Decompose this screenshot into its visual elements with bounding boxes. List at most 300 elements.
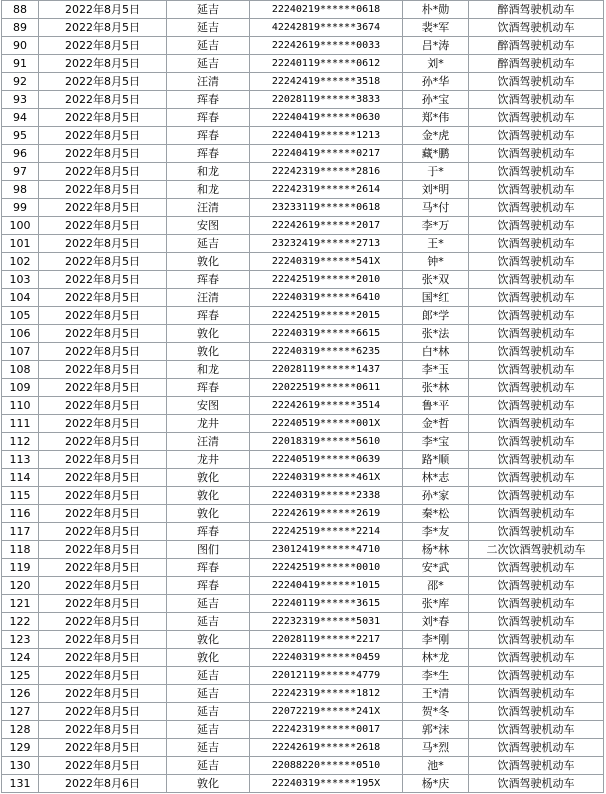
table-row	[2, 667, 604, 685]
location-cell: 延吉	[167, 235, 250, 253]
location-cell: 敦化	[167, 343, 250, 361]
violation-cell: 饮酒驾驶机动车	[469, 667, 604, 685]
date-cell: 2022年8月5日	[39, 577, 167, 595]
date-cell: 2022年8月5日	[39, 487, 167, 505]
violation-cell: 饮酒驾驶机动车	[469, 199, 604, 217]
row-number-cell: 119	[2, 559, 39, 577]
id-number-cell: 22088220******0510	[250, 757, 403, 775]
row-number-cell: 102	[2, 253, 39, 271]
name-cell: 裴*军	[403, 19, 469, 37]
table-row	[2, 253, 604, 271]
name-cell: 朴*勋	[403, 1, 469, 19]
row-number-cell: 103	[2, 271, 39, 289]
name-cell: 秦*松	[403, 505, 469, 523]
id-number-cell: 22240319******0459	[250, 649, 403, 667]
row-number-cell: 131	[2, 775, 39, 793]
date-cell: 2022年8月5日	[39, 235, 167, 253]
table-row	[2, 343, 604, 361]
violations-table	[1, 0, 604, 793]
row-number-cell: 99	[2, 199, 39, 217]
name-cell: 钟*	[403, 253, 469, 271]
row-number-cell: 111	[2, 415, 39, 433]
date-cell: 2022年8月5日	[39, 37, 167, 55]
name-cell: 李*玉	[403, 361, 469, 379]
id-number-cell: 22242619******3514	[250, 397, 403, 415]
date-cell: 2022年8月5日	[39, 667, 167, 685]
table-row	[2, 181, 604, 199]
table-row	[2, 37, 604, 55]
id-number-cell: 22242519******2214	[250, 523, 403, 541]
violation-cell: 饮酒驾驶机动车	[469, 127, 604, 145]
table-row	[2, 721, 604, 739]
location-cell: 汪清	[167, 199, 250, 217]
id-number-cell: 22240419******1015	[250, 577, 403, 595]
date-cell: 2022年8月5日	[39, 91, 167, 109]
date-cell: 2022年8月5日	[39, 451, 167, 469]
row-number-cell: 94	[2, 109, 39, 127]
table-row	[2, 325, 604, 343]
row-number-cell: 129	[2, 739, 39, 757]
location-cell: 珲春	[167, 145, 250, 163]
name-cell: 李*友	[403, 523, 469, 541]
id-number-cell: 23233119******0618	[250, 199, 403, 217]
row-number-cell: 92	[2, 73, 39, 91]
row-number-cell: 115	[2, 487, 39, 505]
table-row	[2, 397, 604, 415]
location-cell: 延吉	[167, 19, 250, 37]
date-cell: 2022年8月5日	[39, 289, 167, 307]
table-row	[2, 19, 604, 37]
table-row	[2, 577, 604, 595]
id-number-cell: 22242319******1812	[250, 685, 403, 703]
date-cell: 2022年8月5日	[39, 685, 167, 703]
id-number-cell: 22242319******2816	[250, 163, 403, 181]
date-cell: 2022年8月5日	[39, 505, 167, 523]
id-number-cell: 22018319******5610	[250, 433, 403, 451]
name-cell: 国*红	[403, 289, 469, 307]
table-row	[2, 91, 604, 109]
id-number-cell: 23232419******2713	[250, 235, 403, 253]
violation-cell: 饮酒驾驶机动车	[469, 109, 604, 127]
name-cell: 张*林	[403, 379, 469, 397]
violation-cell: 饮酒驾驶机动车	[469, 415, 604, 433]
violation-cell: 饮酒驾驶机动车	[469, 487, 604, 505]
id-number-cell: 42242819******3674	[250, 19, 403, 37]
date-cell: 2022年8月5日	[39, 523, 167, 541]
date-cell: 2022年8月5日	[39, 757, 167, 775]
violation-cell: 饮酒驾驶机动车	[469, 469, 604, 487]
violation-cell: 饮酒驾驶机动车	[469, 217, 604, 235]
table-row	[2, 289, 604, 307]
id-number-cell: 22240319******6235	[250, 343, 403, 361]
date-cell: 2022年8月5日	[39, 343, 167, 361]
location-cell: 珲春	[167, 127, 250, 145]
id-number-cell: 22240319******6410	[250, 289, 403, 307]
date-cell: 2022年8月5日	[39, 1, 167, 19]
row-number-cell: 124	[2, 649, 39, 667]
id-number-cell: 22240419******0217	[250, 145, 403, 163]
row-number-cell: 89	[2, 19, 39, 37]
id-number-cell: 22072219******241X	[250, 703, 403, 721]
location-cell: 敦化	[167, 775, 250, 793]
row-number-cell: 125	[2, 667, 39, 685]
date-cell: 2022年8月5日	[39, 415, 167, 433]
location-cell: 延吉	[167, 595, 250, 613]
violation-cell: 饮酒驾驶机动车	[469, 271, 604, 289]
violation-cell: 饮酒驾驶机动车	[469, 757, 604, 775]
location-cell: 延吉	[167, 37, 250, 55]
violation-cell: 二次饮酒驾驶机动车	[469, 541, 604, 559]
location-cell: 延吉	[167, 667, 250, 685]
table-row	[2, 631, 604, 649]
id-number-cell: 22028119******1437	[250, 361, 403, 379]
location-cell: 延吉	[167, 721, 250, 739]
location-cell: 延吉	[167, 685, 250, 703]
table-row	[2, 145, 604, 163]
row-number-cell: 108	[2, 361, 39, 379]
name-cell: 于*	[403, 163, 469, 181]
location-cell: 敦化	[167, 325, 250, 343]
name-cell: 郎*学	[403, 307, 469, 325]
name-cell: 马*付	[403, 199, 469, 217]
violation-cell: 醉酒驾驶机动车	[469, 37, 604, 55]
row-number-cell: 98	[2, 181, 39, 199]
location-cell: 珲春	[167, 379, 250, 397]
violation-cell: 饮酒驾驶机动车	[469, 253, 604, 271]
table-row	[2, 559, 604, 577]
id-number-cell: 22240319******2338	[250, 487, 403, 505]
date-cell: 2022年8月5日	[39, 469, 167, 487]
violation-cell: 饮酒驾驶机动车	[469, 775, 604, 793]
name-cell: 李*生	[403, 667, 469, 685]
location-cell: 安图	[167, 217, 250, 235]
date-cell: 2022年8月5日	[39, 433, 167, 451]
date-cell: 2022年8月5日	[39, 19, 167, 37]
row-number-cell: 101	[2, 235, 39, 253]
name-cell: 郑*伟	[403, 109, 469, 127]
location-cell: 和龙	[167, 163, 250, 181]
date-cell: 2022年8月5日	[39, 127, 167, 145]
location-cell: 珲春	[167, 91, 250, 109]
id-number-cell: 22240219******0618	[250, 1, 403, 19]
name-cell: 王*	[403, 235, 469, 253]
location-cell: 珲春	[167, 523, 250, 541]
name-cell: 吕*涛	[403, 37, 469, 55]
date-cell: 2022年8月5日	[39, 541, 167, 559]
location-cell: 延吉	[167, 703, 250, 721]
name-cell: 杨*庆	[403, 775, 469, 793]
table-row	[2, 73, 604, 91]
date-cell: 2022年8月5日	[39, 379, 167, 397]
row-number-cell: 91	[2, 55, 39, 73]
location-cell: 敦化	[167, 487, 250, 505]
table-row	[2, 1, 604, 19]
name-cell: 刘*春	[403, 613, 469, 631]
date-cell: 2022年8月5日	[39, 163, 167, 181]
id-number-cell: 22022519******0611	[250, 379, 403, 397]
location-cell: 敦化	[167, 253, 250, 271]
location-cell: 延吉	[167, 613, 250, 631]
violation-cell: 饮酒驾驶机动车	[469, 91, 604, 109]
location-cell: 汪清	[167, 289, 250, 307]
table-row	[2, 487, 604, 505]
violation-cell: 饮酒驾驶机动车	[469, 523, 604, 541]
violation-cell: 饮酒驾驶机动车	[469, 325, 604, 343]
violation-cell: 饮酒驾驶机动车	[469, 361, 604, 379]
id-number-cell: 22240319******6615	[250, 325, 403, 343]
name-cell: 孙*家	[403, 487, 469, 505]
id-number-cell: 22012119******4779	[250, 667, 403, 685]
violation-cell: 饮酒驾驶机动车	[469, 685, 604, 703]
violation-cell: 饮酒驾驶机动车	[469, 595, 604, 613]
location-cell: 延吉	[167, 757, 250, 775]
violation-cell: 饮酒驾驶机动车	[469, 721, 604, 739]
id-number-cell: 22242619******2017	[250, 217, 403, 235]
table-row	[2, 469, 604, 487]
name-cell: 贺*冬	[403, 703, 469, 721]
table-row	[2, 703, 604, 721]
name-cell: 郭*沫	[403, 721, 469, 739]
name-cell: 白*林	[403, 343, 469, 361]
violation-cell: 饮酒驾驶机动车	[469, 649, 604, 667]
id-number-cell: 22242319******2614	[250, 181, 403, 199]
location-cell: 和龙	[167, 361, 250, 379]
violation-cell: 饮酒驾驶机动车	[469, 163, 604, 181]
table-row	[2, 541, 604, 559]
id-number-cell: 22028119******3833	[250, 91, 403, 109]
violation-cell: 饮酒驾驶机动车	[469, 613, 604, 631]
table-row	[2, 775, 604, 793]
name-cell: 孙*华	[403, 73, 469, 91]
name-cell: 王*清	[403, 685, 469, 703]
row-number-cell: 128	[2, 721, 39, 739]
name-cell: 李*刚	[403, 631, 469, 649]
row-number-cell: 130	[2, 757, 39, 775]
table-row	[2, 109, 604, 127]
name-cell: 林*龙	[403, 649, 469, 667]
violation-cell: 醉酒驾驶机动车	[469, 1, 604, 19]
row-number-cell: 126	[2, 685, 39, 703]
violation-cell: 饮酒驾驶机动车	[469, 739, 604, 757]
date-cell: 2022年8月5日	[39, 613, 167, 631]
row-number-cell: 117	[2, 523, 39, 541]
name-cell: 林*志	[403, 469, 469, 487]
row-number-cell: 116	[2, 505, 39, 523]
location-cell: 和龙	[167, 181, 250, 199]
table-row	[2, 523, 604, 541]
date-cell: 2022年8月5日	[39, 109, 167, 127]
violation-cell: 饮酒驾驶机动车	[469, 235, 604, 253]
table-row	[2, 379, 604, 397]
id-number-cell: 23012419******4710	[250, 541, 403, 559]
location-cell: 敦化	[167, 469, 250, 487]
date-cell: 2022年8月5日	[39, 631, 167, 649]
table-row	[2, 685, 604, 703]
row-number-cell: 90	[2, 37, 39, 55]
location-cell: 龙井	[167, 415, 250, 433]
date-cell: 2022年8月5日	[39, 559, 167, 577]
violation-cell: 饮酒驾驶机动车	[469, 433, 604, 451]
violation-cell: 饮酒驾驶机动车	[469, 397, 604, 415]
name-cell: 张*库	[403, 595, 469, 613]
id-number-cell: 22242519******2010	[250, 271, 403, 289]
name-cell: 邵*	[403, 577, 469, 595]
date-cell: 2022年8月5日	[39, 739, 167, 757]
name-cell: 张*双	[403, 271, 469, 289]
name-cell: 藏*鹏	[403, 145, 469, 163]
violation-cell: 饮酒驾驶机动车	[469, 577, 604, 595]
table-body	[2, 1, 604, 793]
table-row	[2, 217, 604, 235]
row-number-cell: 105	[2, 307, 39, 325]
id-number-cell: 22242619******2619	[250, 505, 403, 523]
location-cell: 珲春	[167, 577, 250, 595]
location-cell: 敦化	[167, 505, 250, 523]
row-number-cell: 123	[2, 631, 39, 649]
id-number-cell: 22240119******0612	[250, 55, 403, 73]
name-cell: 李*宝	[403, 433, 469, 451]
violation-cell: 饮酒驾驶机动车	[469, 505, 604, 523]
table-row	[2, 595, 604, 613]
date-cell: 2022年8月5日	[39, 73, 167, 91]
row-number-cell: 104	[2, 289, 39, 307]
row-number-cell: 121	[2, 595, 39, 613]
table-row	[2, 199, 604, 217]
row-number-cell: 109	[2, 379, 39, 397]
violation-cell: 饮酒驾驶机动车	[469, 343, 604, 361]
violation-cell: 饮酒驾驶机动车	[469, 559, 604, 577]
table-row	[2, 235, 604, 253]
row-number-cell: 118	[2, 541, 39, 559]
row-number-cell: 114	[2, 469, 39, 487]
name-cell: 安*武	[403, 559, 469, 577]
row-number-cell: 96	[2, 145, 39, 163]
id-number-cell: 22242519******2015	[250, 307, 403, 325]
date-cell: 2022年8月5日	[39, 595, 167, 613]
id-number-cell: 22242519******0010	[250, 559, 403, 577]
row-number-cell: 122	[2, 613, 39, 631]
location-cell: 敦化	[167, 649, 250, 667]
table-row	[2, 613, 604, 631]
row-number-cell: 110	[2, 397, 39, 415]
violation-cell: 饮酒驾驶机动车	[469, 145, 604, 163]
row-number-cell: 106	[2, 325, 39, 343]
row-number-cell: 88	[2, 1, 39, 19]
table-row	[2, 271, 604, 289]
violation-cell: 饮酒驾驶机动车	[469, 19, 604, 37]
violation-cell: 饮酒驾驶机动车	[469, 181, 604, 199]
location-cell: 珲春	[167, 559, 250, 577]
violation-cell: 饮酒驾驶机动车	[469, 379, 604, 397]
location-cell: 龙井	[167, 451, 250, 469]
date-cell: 2022年8月5日	[39, 649, 167, 667]
id-number-cell: 22240419******0630	[250, 109, 403, 127]
location-cell: 珲春	[167, 271, 250, 289]
name-cell: 李*万	[403, 217, 469, 235]
table-row	[2, 433, 604, 451]
location-cell: 图们	[167, 541, 250, 559]
violation-cell: 饮酒驾驶机动车	[469, 307, 604, 325]
row-number-cell: 95	[2, 127, 39, 145]
row-number-cell: 100	[2, 217, 39, 235]
violation-cell: 醉酒驾驶机动车	[469, 55, 604, 73]
table-row	[2, 55, 604, 73]
location-cell: 珲春	[167, 307, 250, 325]
date-cell: 2022年8月5日	[39, 325, 167, 343]
id-number-cell: 22240419******1213	[250, 127, 403, 145]
date-cell: 2022年8月5日	[39, 703, 167, 721]
violation-cell: 饮酒驾驶机动车	[469, 289, 604, 307]
name-cell: 张*法	[403, 325, 469, 343]
table-row	[2, 739, 604, 757]
row-number-cell: 127	[2, 703, 39, 721]
date-cell: 2022年8月6日	[39, 775, 167, 793]
violation-cell: 饮酒驾驶机动车	[469, 451, 604, 469]
date-cell: 2022年8月5日	[39, 217, 167, 235]
id-number-cell: 22240519******0639	[250, 451, 403, 469]
date-cell: 2022年8月5日	[39, 199, 167, 217]
name-cell: 池*	[403, 757, 469, 775]
name-cell: 刘*明	[403, 181, 469, 199]
table-row	[2, 649, 604, 667]
violation-cell: 饮酒驾驶机动车	[469, 631, 604, 649]
id-number-cell: 22242319******0017	[250, 721, 403, 739]
id-number-cell: 22240519******001X	[250, 415, 403, 433]
id-number-cell: 22028119******2217	[250, 631, 403, 649]
table-row	[2, 505, 604, 523]
table-row	[2, 163, 604, 181]
name-cell: 杨*林	[403, 541, 469, 559]
name-cell: 金*哲	[403, 415, 469, 433]
row-number-cell: 97	[2, 163, 39, 181]
table-row	[2, 451, 604, 469]
table-row	[2, 361, 604, 379]
location-cell: 延吉	[167, 1, 250, 19]
location-cell: 延吉	[167, 55, 250, 73]
name-cell: 金*虎	[403, 127, 469, 145]
date-cell: 2022年8月5日	[39, 361, 167, 379]
row-number-cell: 120	[2, 577, 39, 595]
name-cell: 孙*宝	[403, 91, 469, 109]
table-row	[2, 415, 604, 433]
location-cell: 汪清	[167, 433, 250, 451]
location-cell: 延吉	[167, 739, 250, 757]
table-row	[2, 127, 604, 145]
date-cell: 2022年8月5日	[39, 55, 167, 73]
id-number-cell: 22232319******5031	[250, 613, 403, 631]
id-number-cell: 22242619******0033	[250, 37, 403, 55]
id-number-cell: 22240319******541X	[250, 253, 403, 271]
date-cell: 2022年8月5日	[39, 397, 167, 415]
date-cell: 2022年8月5日	[39, 253, 167, 271]
date-cell: 2022年8月5日	[39, 271, 167, 289]
row-number-cell: 107	[2, 343, 39, 361]
id-number-cell: 22242419******3518	[250, 73, 403, 91]
location-cell: 安图	[167, 397, 250, 415]
table-row	[2, 307, 604, 325]
id-number-cell: 22240319******195X	[250, 775, 403, 793]
id-number-cell: 22242619******2618	[250, 739, 403, 757]
location-cell: 汪清	[167, 73, 250, 91]
row-number-cell: 113	[2, 451, 39, 469]
location-cell: 珲春	[167, 109, 250, 127]
date-cell: 2022年8月5日	[39, 307, 167, 325]
name-cell: 刘*	[403, 55, 469, 73]
location-cell: 敦化	[167, 631, 250, 649]
table-row	[2, 757, 604, 775]
row-number-cell: 93	[2, 91, 39, 109]
name-cell: 马*烈	[403, 739, 469, 757]
